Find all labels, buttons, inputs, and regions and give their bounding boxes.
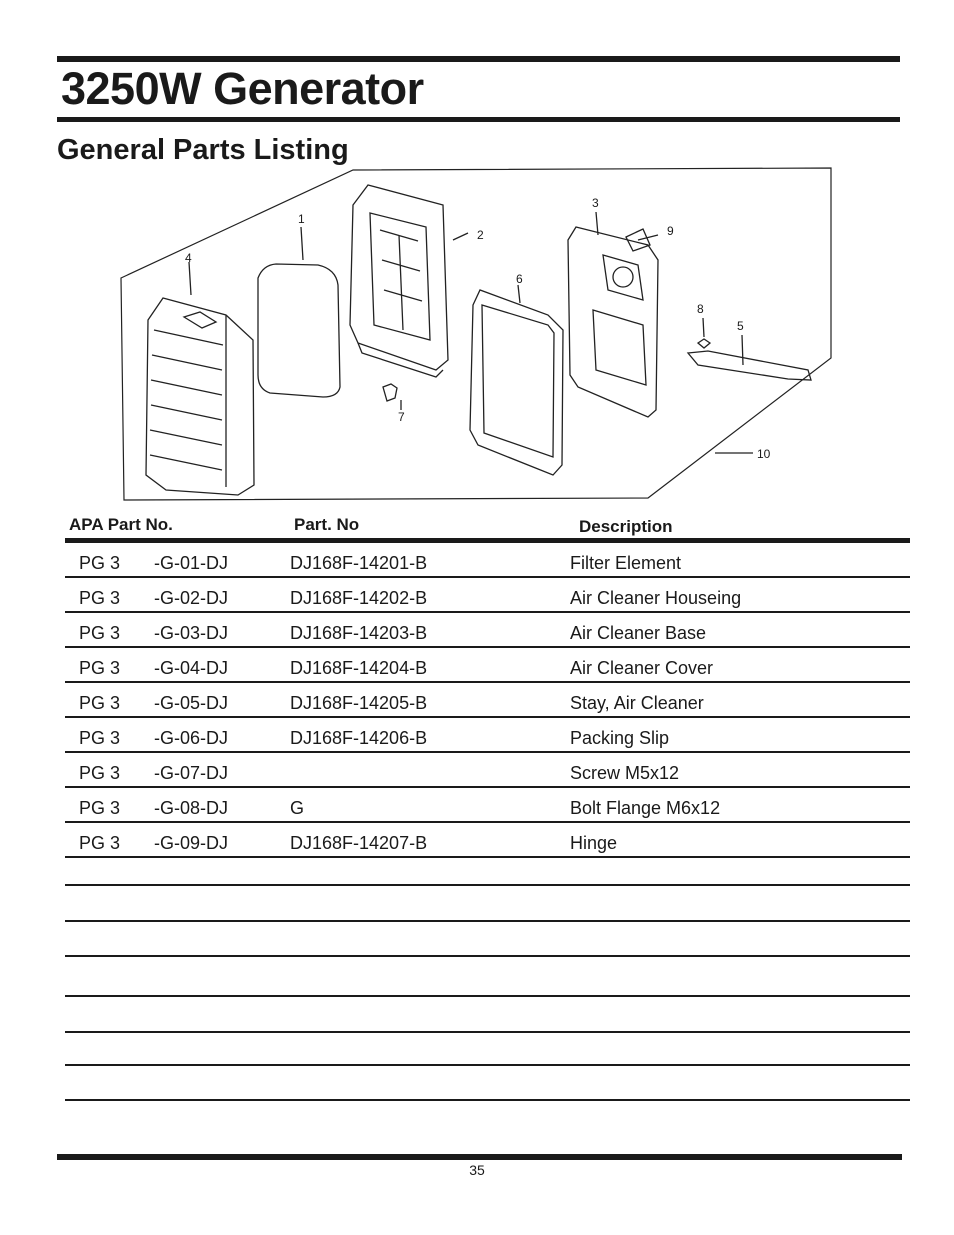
part-number-cell: DJ168F-14206-B (290, 728, 428, 748)
blank-row-rule (65, 884, 910, 886)
part-4-cover-drawing (146, 298, 254, 495)
table-row (65, 543, 910, 578)
blank-row-rule (65, 955, 910, 957)
part-number-cell: DJ168F-14201-B (290, 553, 428, 573)
apa-part-cell: -G-08-DJ (154, 798, 229, 818)
callout-10: 10 (757, 447, 771, 461)
footer-rule (57, 1154, 902, 1160)
table-row (65, 718, 910, 753)
apa-part-cell: -G-06-DJ (154, 728, 229, 748)
blank-row-rule (65, 1031, 910, 1033)
table-row (65, 613, 910, 648)
blank-row-rule (65, 920, 910, 922)
section-title: General Parts Listing (57, 134, 349, 166)
apa-part-cell: -G-01-DJ (154, 553, 229, 573)
apa-prefix-cell: PG 3 (79, 728, 121, 748)
description-cell: Screw M5x12 (570, 763, 680, 783)
description-cell: Packing Slip (570, 728, 670, 748)
part-8-bolt-drawing (698, 339, 710, 348)
title-rule (57, 117, 900, 122)
part-3-base-drawing (568, 227, 658, 417)
part-number-cell: G (290, 798, 305, 818)
part-number-cell: DJ168F-14203-B (290, 623, 428, 643)
page-title: 3250W Generator (61, 63, 424, 114)
apa-prefix-cell: PG 3 (79, 833, 121, 853)
part-number-cell: DJ168F-14202-B (290, 588, 428, 608)
part-7-screw-drawing (383, 384, 397, 401)
callout-5: 5 (737, 319, 744, 333)
description-cell: Bolt Flange M6x12 (570, 798, 721, 818)
part-2-housing-drawing (350, 185, 448, 377)
apa-part-cell: -G-07-DJ (154, 763, 229, 783)
callout-7: 7 (398, 410, 405, 424)
apa-prefix-cell: PG 3 (79, 658, 121, 678)
apa-prefix-cell: PG 3 (79, 588, 121, 608)
description-cell: Hinge (570, 833, 618, 853)
callout-3: 3 (592, 196, 599, 210)
part-1-filter-drawing (258, 264, 340, 397)
column-header-description: Description (579, 517, 673, 536)
callout-4: 4 (185, 251, 192, 265)
apa-prefix-cell: PG 3 (79, 798, 121, 818)
apa-part-cell: -G-03-DJ (154, 623, 229, 643)
blank-row-rule (65, 1064, 910, 1066)
column-header-part-no: Part. No (294, 515, 360, 534)
description-cell: Air Cleaner Cover (570, 658, 714, 678)
blank-row-rule (65, 1099, 910, 1101)
part-6-packing-drawing (470, 290, 563, 475)
table-row (65, 823, 910, 858)
apa-prefix-cell: PG 3 (79, 763, 121, 783)
description-cell: Air Cleaner Base (570, 623, 707, 643)
part-number-cell: DJ168F-14207-B (290, 833, 428, 853)
air-cleaner-exploded-diagram (118, 165, 838, 503)
apa-prefix-cell: PG 3 (79, 693, 121, 713)
apa-part-cell: -G-04-DJ (154, 658, 229, 678)
callout-6: 6 (516, 272, 523, 286)
callout-1: 1 (298, 212, 305, 226)
description-cell: Filter Element (570, 553, 682, 573)
blank-row-rule (65, 995, 910, 997)
table-row (65, 788, 910, 823)
table-row (65, 578, 910, 613)
description-cell: Air Cleaner Houseing (570, 588, 742, 608)
part-number-cell: DJ168F-14204-B (290, 658, 428, 678)
table-row (65, 683, 910, 718)
table-row (65, 648, 910, 683)
part-number-cell: DJ168F-14205-B (290, 693, 428, 713)
page-number: 35 (469, 1162, 485, 1178)
part-5-stay-drawing (688, 351, 811, 380)
apa-part-cell: -G-02-DJ (154, 588, 229, 608)
apa-part-cell: -G-05-DJ (154, 693, 229, 713)
callout-9: 9 (667, 224, 674, 238)
callout-2: 2 (477, 228, 484, 242)
description-cell: Stay, Air Cleaner (570, 693, 704, 713)
table-row (65, 753, 910, 788)
apa-prefix-cell: PG 3 (79, 553, 121, 573)
apa-part-cell: -G-09-DJ (154, 833, 229, 853)
callout-8: 8 (697, 302, 704, 316)
column-header-apa-part-no: APA Part No. (69, 515, 173, 534)
apa-prefix-cell: PG 3 (79, 623, 121, 643)
